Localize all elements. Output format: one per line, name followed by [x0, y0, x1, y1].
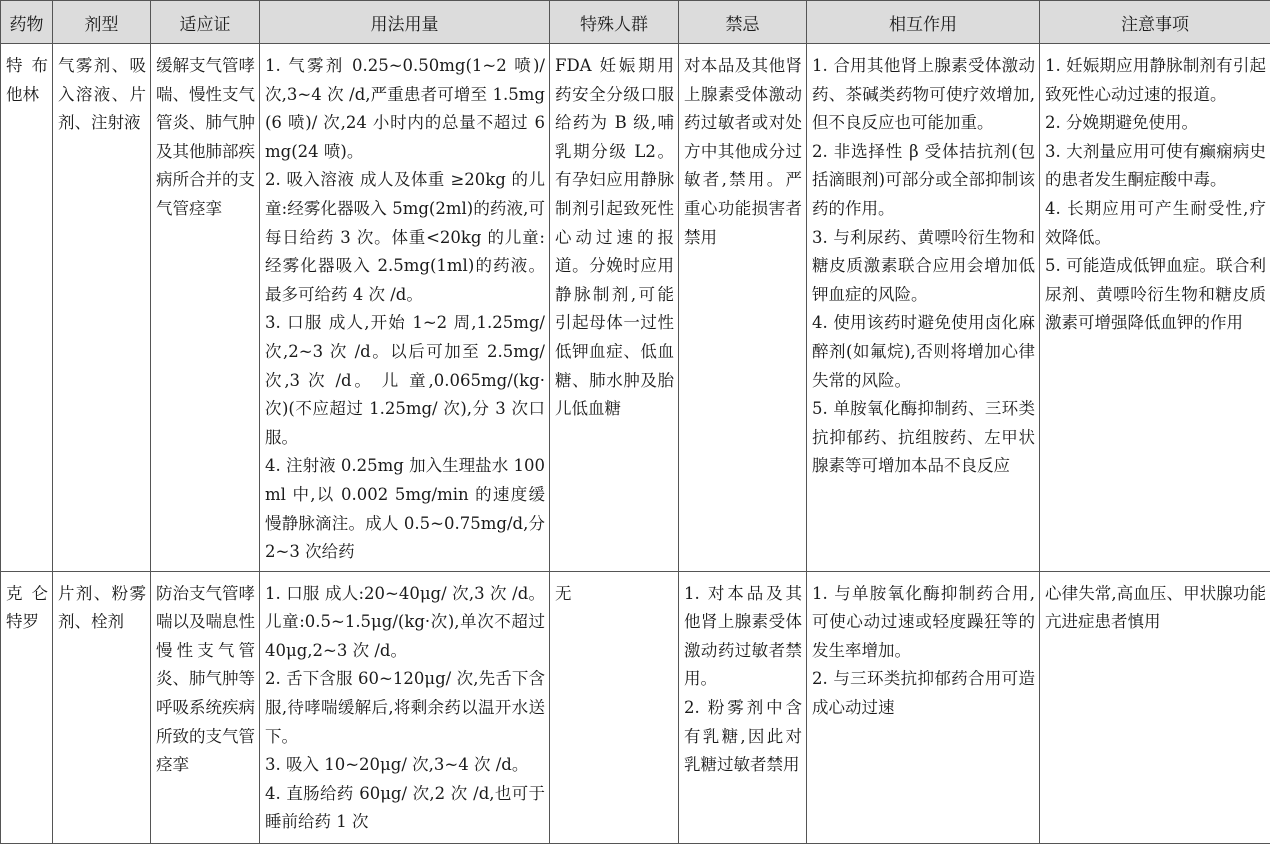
- contraindication-cell: [679, 571, 807, 843]
- indication-cell: 防治支气管哮喘以及喘息性慢性支气管炎、肺气肿等呼吸系统疾病所致的支气管痉挛: [151, 571, 260, 843]
- usage-item: 4. 直肠给药 60μg/ 次,2 次 /d,也可于睡前给药 1 次: [265, 780, 545, 837]
- interaction-item: 1. 合用其他肾上腺素受体激动药、茶碱类药物可使疗效增加,但不良反应也可能加重。: [812, 52, 1035, 138]
- table-row: [1, 571, 1270, 843]
- header-contraindication: 禁忌: [679, 1, 807, 44]
- drug-name: 特布他林: [1, 44, 53, 572]
- header-row: [1, 1, 1270, 44]
- contraindication-cell: [679, 44, 807, 572]
- precaution-item: 3. 大剂量应用可使有癫痫病史的患者发生酮症酸中毒。: [1045, 138, 1266, 195]
- precaution-item: 5. 可能造成低钾血症。联合利尿剂、黄嘌呤衍生物和糖皮质激素可增强降低血钾的作用: [1045, 252, 1266, 338]
- interaction-item: 2. 非选择性 β 受体拮抗剂(包括滴眼剂)可部分或全部抑制该药的作用。: [812, 138, 1035, 224]
- precaution-item: 心律失常,高血压、甲状腺功能亢进症患者慎用: [1045, 580, 1266, 637]
- special-population-cell: FDA 妊娠期用药安全分级口服给药为 B 级,哺乳期分级 L2。有孕妇应用静脉制剂引起致死性心动过速的报道。分娩时应用静脉制剂,可能引起母体一过性低钾血症、低血糖、肺水肿及胎儿低血糖: [550, 44, 679, 572]
- usage-item: 1. 口服 成人:20~40μg/ 次,3 次 /d。儿童:0.5~1.5μg/(kg·次),单次不超过 40μg,2~3 次 /d。: [265, 580, 545, 666]
- usage-item: 4. 注射液 0.25mg 加入生理盐水 100ml 中,以 0.002 5mg/min 的速度缓慢静脉滴注。成人 0.5~0.75mg/d,分 2~3 次给药: [265, 452, 545, 566]
- contraindication-item: 2. 粉雾剂中含有乳糖,因此对乳糖过敏者禁用: [684, 694, 802, 780]
- table-row: [1, 44, 1270, 572]
- drug-name: 克仑特罗: [1, 571, 53, 843]
- interaction-cell: [807, 571, 1040, 843]
- header-drug: 药物: [1, 1, 53, 44]
- precautions-cell: [1040, 44, 1270, 572]
- usage-item: 3. 吸入 10~20μg/ 次,3~4 次 /d。: [265, 751, 545, 780]
- usage-item: 2. 舌下含服 60~120μg/ 次,先舌下含服,待哮喘缓解后,将剩余药以温开水送下。: [265, 665, 545, 751]
- usage-item: 2. 吸入溶液 成人及体重 ≥20kg 的儿童:经雾化器吸入 5mg(2ml)的药液,可每日给药 3 次。体重<20kg 的儿童:经雾化器吸入 2.5mg(1ml)的药液。最多可给药 4 次 /d。: [265, 166, 545, 309]
- interaction-item: 5. 单胺氧化酶抑制药、三环类抗抑郁药、抗组胺药、左甲状腺素等可增加本品不良反应: [812, 395, 1035, 481]
- dosage-form-cell: 片剂、粉雾剂、栓剂: [53, 571, 151, 843]
- interaction-cell: [807, 44, 1040, 572]
- precaution-item: 1. 妊娠期应用静脉制剂有引起致死性心动过速的报道。: [1045, 52, 1266, 109]
- header-special-population: 特殊人群: [550, 1, 679, 44]
- contraindication-item: 对本品及其他肾上腺素受体激动药过敏者或对处方中其他成分过敏者,禁用。严重心功能损害者禁用: [684, 52, 802, 252]
- header-indication: 适应证: [151, 1, 260, 44]
- precaution-item: 4. 长期应用可产生耐受性,疗效降低。: [1045, 195, 1266, 252]
- dosage-form-cell: 气雾剂、吸入溶液、片剂、注射液: [53, 44, 151, 572]
- header-interaction: 相互作用: [807, 1, 1040, 44]
- interaction-item: 4. 使用该药时避免使用卤化麻醉剂(如氟烷),否则将增加心律失常的风险。: [812, 309, 1035, 395]
- usage-item: 3. 口服 成人,开始 1~2 周,1.25mg/次,2~3 次 /d。以后可加至 2.5mg/ 次,3 次 /d。 儿 童,0.065mg/(kg· 次)(不应超过 1.25mg/ 次),分 3 次口服。: [265, 309, 545, 452]
- header-usage: 用法用量: [260, 1, 550, 44]
- indication-cell: 缓解支气管哮喘、慢性支气管炎、肺气肿及其他肺部疾病所合并的支气管痉挛: [151, 44, 260, 572]
- precaution-item: 2. 分娩期避免使用。: [1045, 109, 1266, 138]
- header-dosage-form: 剂型: [53, 1, 151, 44]
- usage-cell: [260, 571, 550, 843]
- interaction-item: 3. 与利尿药、黄嘌呤衍生物和糖皮质激素联合应用会增加低钾血症的风险。: [812, 224, 1035, 310]
- usage-item: 1. 气雾剂 0.25~0.50mg(1~2 喷)/次,3~4 次 /d,严重患者可增至 1.5mg(6 喷)/ 次,24 小时内的总量不超过 6mg(24 喷)。: [265, 52, 545, 166]
- interaction-item: 2. 与三环类抗抑郁药合用可造成心动过速: [812, 665, 1035, 722]
- interaction-item: 1. 与单胺氧化酶抑制药合用,可使心动过速或轻度躁狂等的发生率增加。: [812, 580, 1035, 666]
- header-precautions: 注意事项: [1040, 1, 1270, 44]
- special-population-cell: 无: [550, 571, 679, 843]
- precautions-cell: [1040, 571, 1270, 843]
- usage-cell: [260, 44, 550, 572]
- contraindication-item: 1. 对本品及其他肾上腺素受体激动药过敏者禁用。: [684, 580, 802, 694]
